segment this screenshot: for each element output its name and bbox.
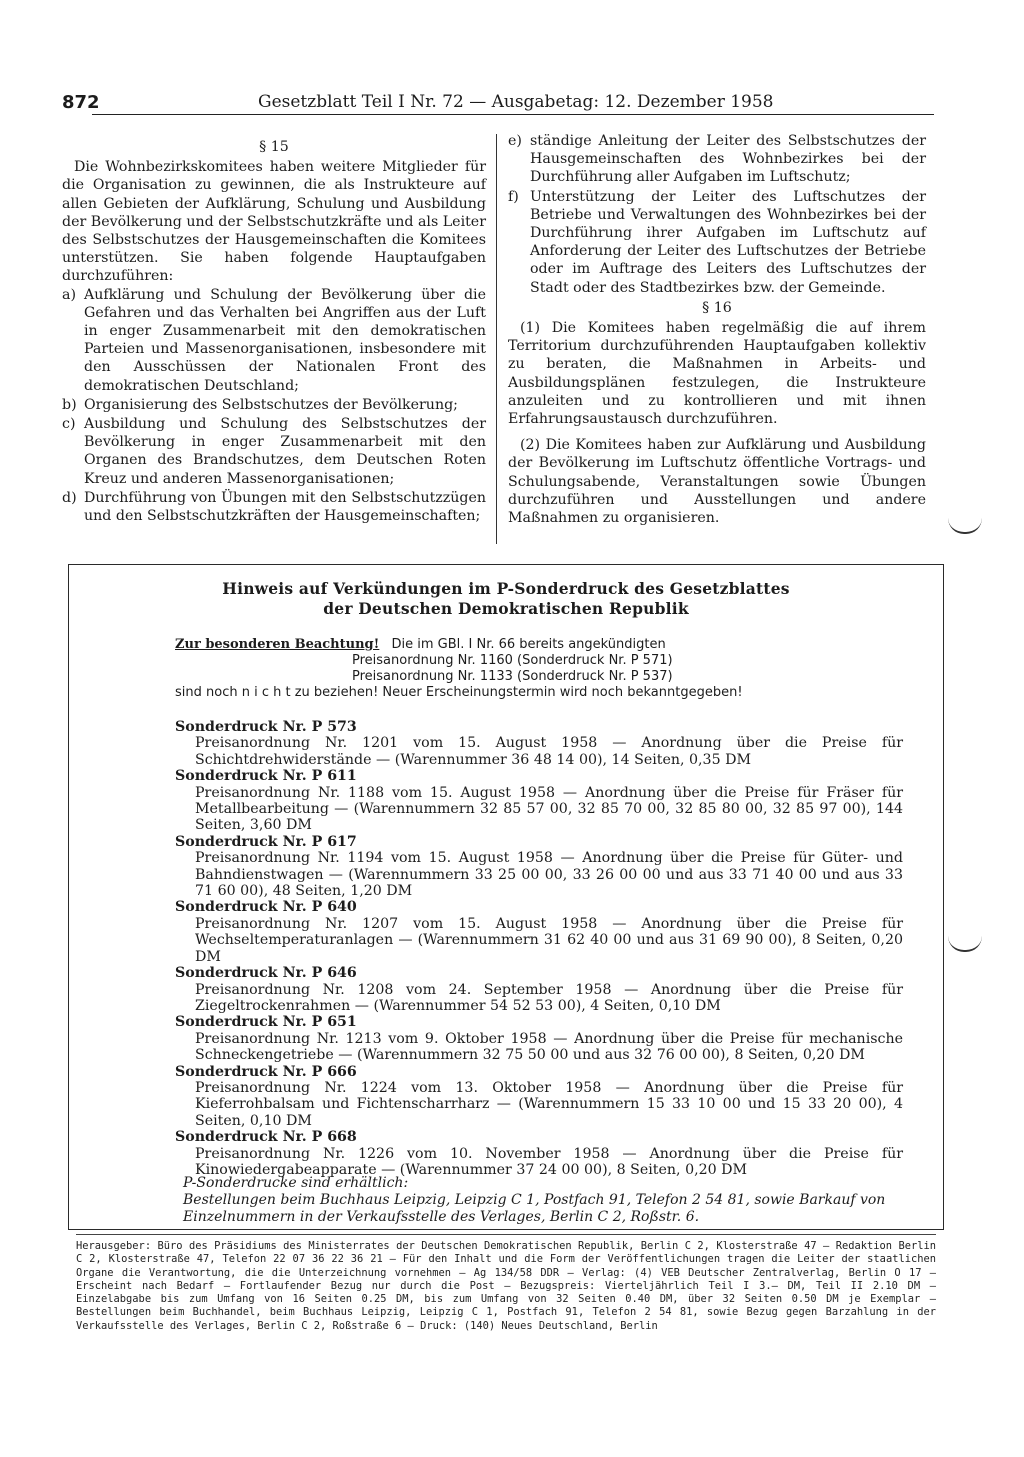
column-divider: [496, 134, 497, 544]
special-print-description: Preisanordnung Nr. 1208 vom 24. September 1958 — Anordnung über die Preise für Ziegeltrockenrahmen — (Warennummer 54 52 53 00), 4 Seiten, 0,10 DM: [195, 981, 903, 1014]
list-item: [62, 396, 486, 414]
special-print-description: Preisanordnung Nr. 1207 vom 15. August 1958 — Anordnung über die Preise für Wechseltemperaturanlagen — (Warennummern 31 62 40 00 und aus 31 69 90 00), 8 Seiten, 0,20 DM: [195, 915, 903, 965]
section-heading-16: § 16: [702, 299, 732, 316]
paragraph-gap: [508, 428, 926, 436]
special-print-description: Preisanordnung Nr. 1226 vom 10. November 1958 — Anordnung über die Preise für Kinowiedergabeapparate — (Warennummer 37 24 00 00), 8 Seiten, 0,20 DM: [195, 1145, 903, 1178]
attention-notice: [175, 637, 825, 701]
not-available-notice: sind noch n i c h t zu beziehen! Neuer Erscheinungstermin wird noch bekanntgegeben!: [175, 685, 743, 700]
notice-title-line-1: Hinweis auf Verkündungen im P-Sonderdruck des Gesetzblattes: [222, 579, 790, 598]
special-print-description: Preisanordnung Nr. 1194 vom 15. August 1958 — Anordnung über die Preise für Güter- und Bahndienstwagen — (Warennummern 33 25 00 00, 33 26 00 00 und aus 33 71 40 00 und aus 33 71 60 00), 48 Seiten, 1,20 DM: [195, 850, 903, 900]
right-column: [508, 132, 926, 527]
special-print-description: Preisanordnung Nr. 1224 vom 13. Oktober 1958 — Anordnung über die Preise für Kieferrohbalsam und Fichtenscharrharz — (Warennummern 15 33 10 00 und 15 33 20 00), 4 Seiten, 0,10 DM: [195, 1079, 903, 1129]
list-item-label: b): [62, 396, 77, 413]
special-print-number: Sonderdruck Nr. P 668: [175, 1129, 357, 1146]
list-item-label: c): [62, 416, 76, 433]
special-print-number: Sonderdruck Nr. P 651: [175, 1014, 357, 1031]
list-item: [175, 1064, 903, 1130]
list-item: [508, 132, 926, 187]
gazette-title: Gesetzblatt Teil I Nr. 72 — Ausgabetag: 12. Dezember 1958: [258, 92, 774, 112]
list-item-text: Durchführung von Übungen mit den Selbstschutzzügen und den Selbstschutzkräften der Hausgemeinschaften;: [84, 489, 486, 525]
list-item-text: Aufklärung und Schulung der Bevölkerung über die Gefahren und das Verhalten bei Angriffen aus der Luft in enger Zusammenarbeit mit den demokratischen Parteien und Massenorganisationen, insbesondere mit den Ausschüssen der Nationalen Front des demokratischen Deutschland;: [84, 286, 486, 394]
list-item-text: ständige Anleitung der Leiter des Selbstschutzes der Hausgemeinschaften des Wohnbezirkes bei der Durchführung aller Aufgaben im Luftschutz;: [530, 133, 926, 186]
imprint-rule: [76, 1234, 936, 1235]
list-item: [62, 415, 486, 488]
publisher-imprint: Herausgeber: Büro des Präsidiums des Ministerrates der Deutschen Demokratischen Republik, Berlin C 2, Klosterstraße 47 — Redaktion Berlin C 2, Klosterstraße 47, Telefon 22 07 36 22 36 21 — Für den Inhalt und die Form der Veröffentlichungen tragen die Leiter der staatlichen Organe die Verantwortung, die die Unterzeichnung vornehmen — Ag 134/58 DDR — Verlag: (4) VEB Deutscher Zentralverlag, Berlin O 17 — Erscheint nach Bedarf — Fortlaufender Bezug nur durch die Post — Bezugspreis: Vierteljährlich Teil I 3.— DM, Teil II 2.10 DM — Einzelabgabe bis zum Umfang von 16 Seiten 0.25 DM, bis zum Umfang von 32 Seiten 0.40 DM, über 32 Seiten 0.50 DM je Exemplar — Bestellungen beim Buchhandel, beim Buchhaus Leipzig, Leipzig C 1, Postfach 91, Telefon 2 54 81, sowie Bezug gegen Barzahlung in der Verkaufsstelle des Verlages, Berlin C 2, Roßstraße 6 — Druck: (140) Neues Deutschland, Berlin: [76, 1240, 936, 1332]
list-item: [175, 965, 903, 1014]
attention-label: Zur besonderen Beachtung!: [175, 637, 380, 652]
list-item: [175, 834, 903, 900]
list-item-label: e): [508, 133, 522, 149]
list-item: [508, 188, 926, 297]
page-number: 872: [62, 92, 100, 113]
special-print-number: Sonderdruck Nr. P 611: [175, 768, 357, 785]
notice-title-line-2: der Deutschen Demokratischen Republik: [323, 599, 689, 618]
list-item: [175, 719, 903, 768]
special-print-number: Sonderdruck Nr. P 640: [175, 899, 357, 916]
availability-text: Bestellungen beim Buchhaus Leipzig, Leipzig C 1, Postfach 91, Telefon 2 54 81, sowie Barkauf von Einzelnummern in der Verkaufsstelle des Verlages, Berlin C 2, Roßstr. 6.: [183, 1192, 886, 1225]
section-15-intro: Die Wohnbezirkskomitees haben weitere Mitglieder für die Organisation zu gewinnen, die als Instrukteure auf allen Gebieten der Aufklärung, Schulung und Ausbildung der Bevölkerung und der Selbstschutzkräfte und als Leiter des Selbstschutzes der Hausgemeinschaften die Komitees unterstützen. Sie haben folgende Hauptaufgaben durchzuführen:: [62, 159, 486, 285]
withheld-order-1: Preisanordnung Nr. 1160 (Sonderdruck Nr. P 571): [352, 653, 673, 668]
list-item-text: Ausbildung und Schulung des Selbstschutzes der Bevölkerung in enger Zusammenarbeit mit den Organen des Brandschutzes, dem Deutschen Roten Kreuz und anderen Massenorganisationen;: [84, 416, 486, 487]
special-print-number: Sonderdruck Nr. P 646: [175, 965, 357, 982]
page-header: [62, 92, 934, 118]
margin-mark: [948, 518, 982, 534]
list-item: [175, 899, 903, 965]
margin-mark: [948, 936, 982, 952]
list-item: [175, 1129, 903, 1178]
section-16-para-1: (1) Die Komitees haben regelmäßig die auf ihrem Territorium durchzuführenden Hauptaufgaben kollektiv zu beraten, die Maßnahmen in Arbeits- und Ausbildungsplänen festzulegen, die Instrukteure anzuleiten und zu kontrollieren und mit ihnen Erfahrungsaustausch durchzuführen.: [508, 320, 926, 428]
special-print-number: Sonderdruck Nr. P 573: [175, 719, 357, 735]
list-item-label: d): [62, 489, 77, 506]
list-item: [175, 768, 903, 834]
list-item: [62, 489, 486, 525]
list-item-text: Organisierung des Selbstschutzes der Bevölkerung;: [84, 396, 458, 413]
special-print-description: Preisanordnung Nr. 1201 vom 15. August 1958 — Anordnung über die Preise für Schichtdrehwiderstände — (Warennummer 36 48 14 00), 14 Seiten, 0,35 DM: [195, 735, 903, 768]
list-item-label: f): [508, 188, 519, 205]
section-16-para-2: (2) Die Komitees haben zur Aufklärung und Ausbildung der Bevölkerung im Luftschutz öffentliche Vortrags- und Schulungsabende, Veranstaltungen sowie Übungen durchzuführen und Ausstellungen und andere Maßnahmen zu organisieren.: [508, 437, 926, 527]
attention-text: Die im GBl. I Nr. 66 bereits angekündigten: [391, 637, 666, 652]
list-item-label: a): [62, 286, 76, 303]
notice-box: [68, 564, 944, 1230]
left-column: [62, 136, 486, 526]
notice-title: [69, 579, 943, 619]
list-item: [62, 286, 486, 395]
availability-note: [183, 1175, 923, 1226]
list-item: [175, 1014, 903, 1063]
withheld-order-2: Preisanordnung Nr. 1133 (Sonderdruck Nr. P 537): [352, 669, 673, 684]
special-print-description: Preisanordnung Nr. 1188 vom 15. August 1958 — Anordnung über die Preise für Fräser für Metallbearbeitung — (Warennummern 32 85 57 00, 32 85 70 00, 32 85 80 00, 32 85 97 00), 144 Seiten, 3,60 DM: [195, 784, 903, 834]
special-print-number: Sonderdruck Nr. P 666: [175, 1063, 357, 1080]
availability-heading: P-Sonderdrucke sind erhältlich:: [183, 1175, 409, 1191]
attention-line: [175, 637, 825, 653]
section-heading-15: § 15: [259, 139, 289, 155]
list-item-text: Unterstützung der Leiter des Luftschutzes der Betriebe und Verwaltungen des Wohnbezirkes bei der Durchführung ihrer Aufgaben im Luftschutz auf Anforderung der Leiter des Luftschutzes der Betriebe oder im Auftrage des Leiters des Luftschutzes der Stadt oder des Stadtbezirkes bzw. der Gemeinde.: [530, 188, 926, 296]
special-print-description: Preisanordnung Nr. 1213 vom 9. Oktober 1958 — Anordnung über die Preise für mechanische Schneckengetriebe — (Warennummern 32 75 50 00 und aus 32 76 00 00), 8 Seiten, 0,20 DM: [195, 1030, 903, 1064]
header-rule: [92, 114, 934, 115]
special-print-number: Sonderdruck Nr. P 617: [175, 833, 357, 850]
special-print-list: [175, 719, 903, 1178]
